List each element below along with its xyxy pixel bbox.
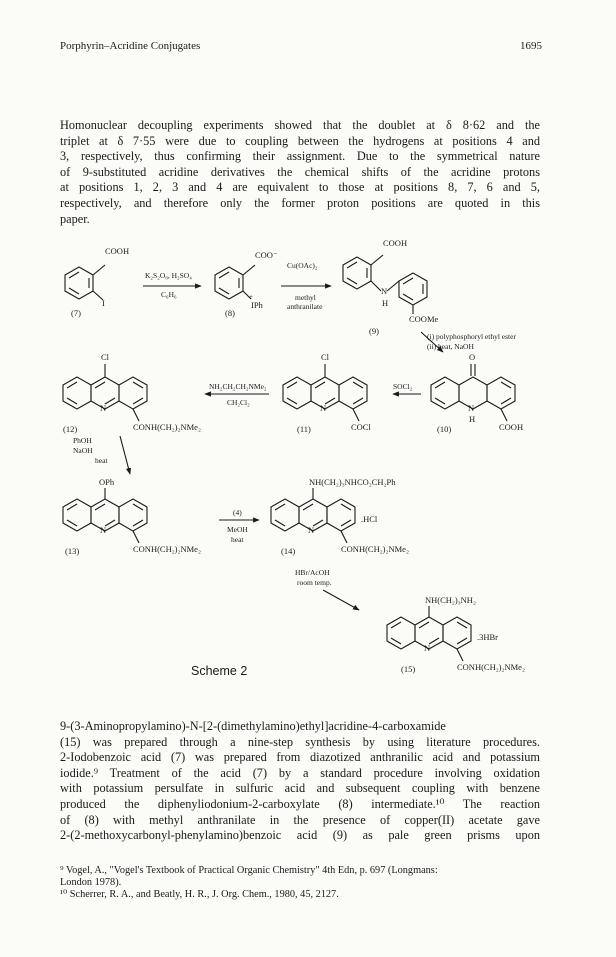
- c14-amide-label: CONH(CH₂)₂NMe₂: [341, 544, 409, 554]
- reagent-label: CH₂Cl₂: [227, 398, 250, 407]
- c11-cocl-label: COCl: [351, 422, 371, 432]
- reagent-label: (i) polyphosphoryl ethyl ester: [427, 332, 516, 341]
- c13-phenoxy-label: OPh: [99, 477, 115, 487]
- c7-cooh-label: COOH: [105, 246, 130, 256]
- running-title: Porphyrin–Acridine Conjugates: [60, 40, 201, 52]
- footnotes: [60, 865, 540, 901]
- footnote-10: ¹⁰ Scherrer, R. A., and Beatly, H. R., J. Org. Chem., 1980, 45, 2127.: [60, 889, 339, 900]
- c9-coome-label: COOMe: [409, 314, 439, 324]
- reaction-arrow-6: [120, 436, 130, 474]
- reagent-label: SOCl₂: [393, 382, 413, 391]
- c13-nitrogen-label: N: [100, 525, 107, 535]
- text-line: respectively, and therefore only the former proton positions are quoted in this: [60, 195, 540, 210]
- text-line: 2-Iodobenzoic acid (7) was prepared from diazotized anthranilic acid and potassium: [60, 750, 540, 765]
- compound-7-number: (7): [71, 308, 81, 318]
- reagent-label: MeOH: [227, 525, 248, 534]
- c8-plus-label: +: [249, 293, 253, 301]
- c12-amide-label: CONH(CH₂)₂NMe₂: [133, 422, 201, 432]
- c14-nitrogen-label: N: [308, 525, 315, 535]
- compound-10-number: (10): [437, 424, 452, 434]
- reagent-label: methyl: [295, 293, 316, 302]
- c8-carboxylate-label: COO⁻: [255, 250, 278, 260]
- page-number: 1695: [520, 40, 542, 52]
- c11-chloro-label: Cl: [321, 352, 330, 362]
- text-line: triplet at δ 7·55 were due to coupling between the hydrogens at positions 4 and: [60, 133, 540, 148]
- compound-8-number: (8): [225, 308, 235, 318]
- text-line: 9-(3-Aminopropylamino)-N-[2-(dimethylamino)ethyl]acridine-4-carboxamide: [60, 719, 446, 733]
- compound-11-number: (11): [297, 424, 311, 434]
- compound-9-number: (9): [369, 326, 379, 336]
- compound-14-number: (14): [281, 546, 296, 556]
- footnote-9-continued: London 1978).: [60, 877, 122, 888]
- c9-cooh-label: COOH: [383, 238, 408, 248]
- c9-hydrogen-label: H: [382, 298, 389, 308]
- c14-sidechain-label: NH(CH₂)₃NHCO₂CH₂Ph: [309, 477, 396, 487]
- c15-nitrogen-label: N: [424, 643, 431, 653]
- paragraph-synthesis: [60, 719, 540, 844]
- reagent-label: K₂S₂O₈, H₂SO₄: [145, 271, 192, 280]
- reagent-label: room temp.: [297, 578, 332, 587]
- compound-13-number: (13): [65, 546, 80, 556]
- c15-amide-label: CONH(CH₂)₂NMe₂: [457, 662, 525, 672]
- c15-salt-label: .3HBr: [477, 632, 499, 642]
- c10-cooh-label: COOH: [499, 422, 524, 432]
- text-line: iodide.⁹ Treatment of the acid (7) by a standard procedure involving oxidation: [60, 765, 540, 780]
- reagent-label: heat: [231, 535, 244, 544]
- reagent-label: PhOH: [73, 436, 92, 445]
- scheme-title: Scheme 2: [191, 664, 248, 678]
- c7-iodo-label: I: [102, 298, 105, 308]
- text-line: of (8) with methyl anthranilate in the presence of copper(II) acetate gave: [60, 812, 540, 827]
- reagent-label: heat: [95, 456, 108, 465]
- compound-12-number: (12): [63, 424, 78, 434]
- text-line: at positions 1, 2, 3 and 4 are equivalent to those at positions 8, 7, 6 and 5,: [60, 180, 540, 195]
- c10-oxo-label: O: [469, 352, 476, 362]
- reagent-label: NH₂CH₂CH₂NMe₂: [209, 382, 267, 391]
- reaction-scheme: [55, 238, 555, 683]
- c13-amide-label: CONH(CH₂)₂NMe₂: [133, 544, 201, 554]
- text-line: with potassium persulfate in sulfuric acid and subsequent coupling with benzene: [60, 781, 540, 796]
- text-line: Homonuclear decoupling experiments showed that the doublet at δ 8·62 and the: [60, 118, 540, 132]
- text-line: paper.: [60, 211, 90, 226]
- paragraph-nmr-decoupling: [60, 118, 540, 227]
- c10-nitrogen-label: N: [468, 403, 475, 413]
- reagent-label: anthranilate: [287, 302, 323, 311]
- reagent-label: C₆H₆: [161, 290, 177, 299]
- c8-iph-label: IPh: [251, 300, 263, 310]
- text-line: of 9-substituted acridine derivatives the chemical shifts of the acridine protons: [60, 164, 540, 179]
- c10-hydrogen-label: H: [469, 414, 476, 424]
- c11-nitrogen-label: N: [320, 403, 327, 413]
- reaction-arrow-8: [323, 590, 359, 610]
- text-line: 3, respectively, thus confirming their assignment. Due to the symmetrical nature: [60, 149, 540, 164]
- reagent-label: NaOH: [73, 446, 93, 455]
- text-line: 2-(2-methoxycarbonyl-phenylamino)benzoic acid (9) as pale green prisms upon: [60, 828, 540, 843]
- text-line: (15) was prepared through a nine-step synthesis by using literature procedures.: [60, 734, 540, 749]
- c12-chloro-label: Cl: [101, 352, 110, 362]
- footnote-9: ⁹ Vogel, A., "Vogel's Textbook of Practical Organic Chemistry" 4th Edn, p. 697 (Longmans:: [60, 865, 438, 876]
- reagent-label: Cu(OAc)₂: [287, 261, 318, 270]
- c9-nitrogen-label: N: [381, 286, 388, 296]
- c14-salt-label: .HCl: [361, 514, 378, 524]
- c15-sidechain-label: NH(CH₂)₃NH₂: [425, 595, 476, 605]
- reagent-label: HBr/AcOH: [295, 568, 330, 577]
- text-line: produced the diphenyliodonium-2-carboxylate (8) intermediate.¹⁰ The reaction: [60, 796, 540, 811]
- c12-nitrogen-label: N: [100, 403, 107, 413]
- reagent-label: (4): [233, 508, 242, 517]
- compound-7-structure: [65, 265, 105, 300]
- reagent-label: (ii) heat, NaOH: [427, 342, 474, 351]
- compound-15-number: (15): [401, 664, 416, 674]
